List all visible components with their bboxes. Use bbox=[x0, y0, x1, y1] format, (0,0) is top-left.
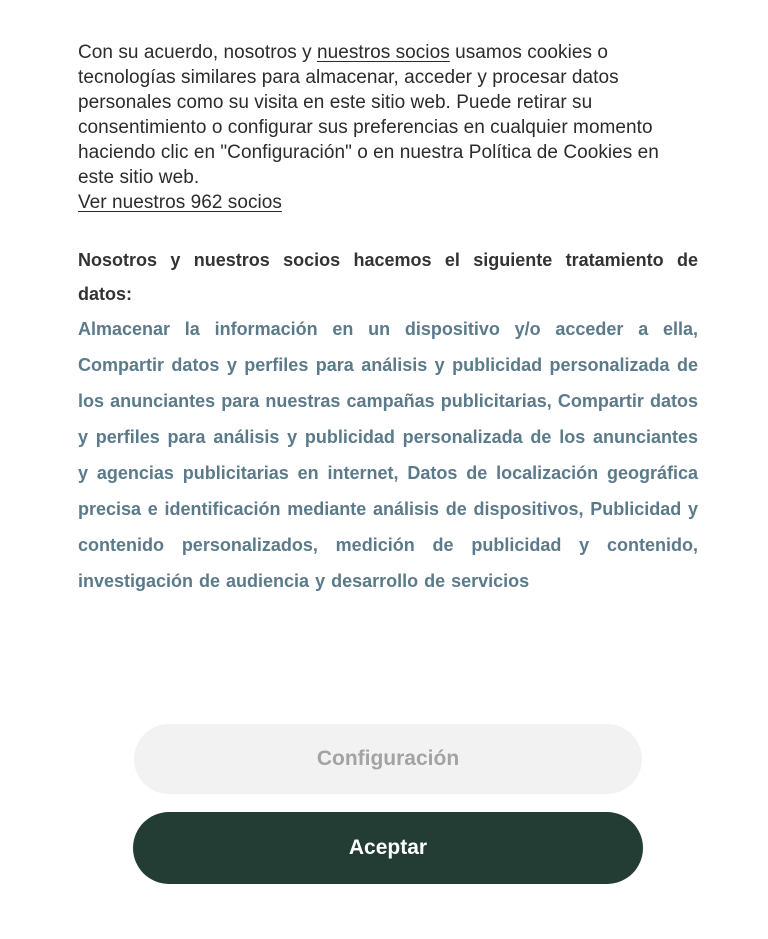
purposes-list: Almacenar la información en un dispositivo y/o acceder a ella, Compartir datos y perfiles para análisis y publicidad personalizada de los anunciantes para nuestras campañas publicitarias, Compartir datos y perfiles para análisis y publicidad personalizada de los anunciantes y agencias publicitarias en internet, Datos de localización geográfica precisa e identificación mediante análisis de dispositivos, Publicidad y contenido personalizados, medición de publicidad y contenido, investigación de audiencia y desarrollo de servicios bbox=[78, 319, 698, 591]
partners-inline-link[interactable]: nuestros socios bbox=[316, 42, 450, 63]
consent-intro-text bbox=[78, 40, 698, 215]
purposes-heading: Nosotros y nuestros socios hacemos el siguiente tratamiento de datos: bbox=[78, 250, 698, 304]
consent-panel bbox=[78, 40, 698, 599]
intro-text-end: usamos cookies o tecnologías similares para almacenar, acceder y procesar datos personales como su visita en este sitio web. Puede retirar su consentimiento o configurar sus preferencias en cualquier momento haciendo clic en "Configuración" o en nuestra Política de Cookies en este sitio web. bbox=[78, 42, 659, 188]
view-partners-link[interactable]: Ver nuestros 962 socios bbox=[78, 192, 282, 213]
settings-button[interactable]: Configuración bbox=[134, 724, 642, 794]
intro-text-start: Con su acuerdo, nosotros y bbox=[78, 42, 317, 63]
accept-button[interactable]: Aceptar bbox=[133, 812, 643, 884]
